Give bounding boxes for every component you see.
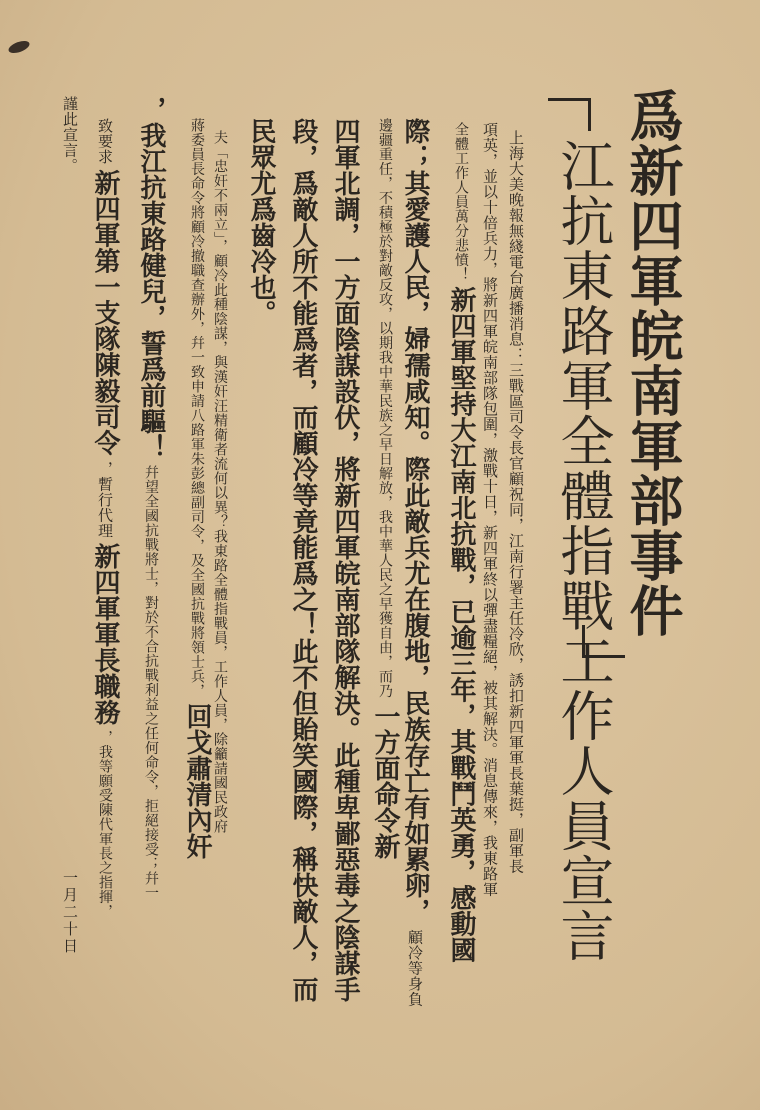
body-text: 夫「忠奸不兩立」，顧冷此種陰謀，與漢奸汪精衛者流何以異？我東路全體指戰員，工作人員，除籲請國民政府 bbox=[212, 130, 228, 834]
emphasis-text: 段，爲敵人所不能爲者，而顧冷等竟能爲之！此不但貽笑國際，稱快敵人，而 bbox=[288, 118, 318, 1002]
emphasis-text: 新四軍堅持大江南北抗戰，已逾三年，其戰鬥英勇，感動國 bbox=[446, 286, 476, 963]
emphasis-text: 新四軍軍長職務 bbox=[90, 543, 120, 726]
body-column-7 bbox=[290, 118, 316, 1002]
body-column-3 bbox=[448, 122, 474, 963]
body-column-2 bbox=[482, 122, 498, 897]
document-date: 一月二十日 bbox=[61, 870, 79, 955]
body-column-1 bbox=[508, 130, 524, 874]
emphasis-text: ，我江抗東路健兒，誓爲前驅！ bbox=[136, 96, 166, 460]
emphasis-text: 一方面命令新 bbox=[370, 703, 400, 860]
body-column-8 bbox=[248, 118, 274, 326]
body-text: ，暫行代理 bbox=[96, 460, 114, 539]
body-text: 幷望全國抗戰將士，對於不合抗戰利益之任何命令，拒絕接受；幷一 bbox=[143, 465, 159, 901]
body-column-4 bbox=[402, 118, 428, 1007]
body-column-13 bbox=[62, 96, 78, 174]
body-text: ，我等願受陳代軍長之指揮， bbox=[97, 730, 113, 919]
body-text: 蔣委員長命令將顧冷撤職查辦外，幷一致申請八路軍朱彭總副司令，及全國抗戰將領士兵， bbox=[189, 118, 205, 698]
body-text: 全體工作人員萬分悲憤！ bbox=[453, 122, 469, 282]
emphasis-text: 四軍北調，一方面陰謀設伏，將新四軍皖南部隊解決。此種卑鄙惡毒之陰謀手 bbox=[330, 118, 360, 1002]
body-text: 上海大美晚報無綫電台廣播消息：三戰區司令長官顧祝同，江南行署主任冷欣，誘扣新四軍軍長葉挺，副軍長 bbox=[507, 130, 525, 874]
body-text: 項英，並以十倍兵力，將新四軍皖南部隊包圍，激戰十日，新四軍終以彈盡糧絕，被其解決。消息傳來，我東路軍 bbox=[481, 122, 499, 897]
body-text: 致要求 bbox=[96, 118, 114, 165]
body-column-5 bbox=[372, 118, 398, 859]
body-column-11 bbox=[138, 96, 164, 900]
body-column-12 bbox=[92, 118, 118, 919]
body-column-6 bbox=[332, 118, 358, 1002]
emphasis-text: 際；其愛護人民，婦孺咸知。際此敵兵尤在腹地，民族存亡有如累卵， bbox=[400, 118, 430, 924]
emphasis-text: 新四軍第一支隊陳毅司令 bbox=[90, 169, 120, 456]
body-column-10 bbox=[184, 118, 210, 859]
document-subtitle: 江抗東路軍全體指戰工作人員宣言 bbox=[552, 138, 615, 963]
closing-text: 謹此宣言。 bbox=[61, 96, 79, 174]
document-title: 爲新四軍皖南軍部事件 bbox=[621, 88, 684, 638]
body-text: 顧冷等身負 bbox=[406, 929, 424, 1007]
body-text: 邊疆重任，不積極於對敵反攻，以期我中華民族之早日解放，我中華人民之早獲自由，而乃 bbox=[377, 118, 393, 698]
ink-stain bbox=[7, 39, 31, 56]
emphasis-text: 民眾尤爲齒冷也。 bbox=[246, 118, 276, 326]
bracket-open bbox=[548, 98, 591, 131]
emphasis-text: 回戈肅清內奸 bbox=[182, 703, 212, 860]
body-column-9 bbox=[212, 130, 228, 834]
